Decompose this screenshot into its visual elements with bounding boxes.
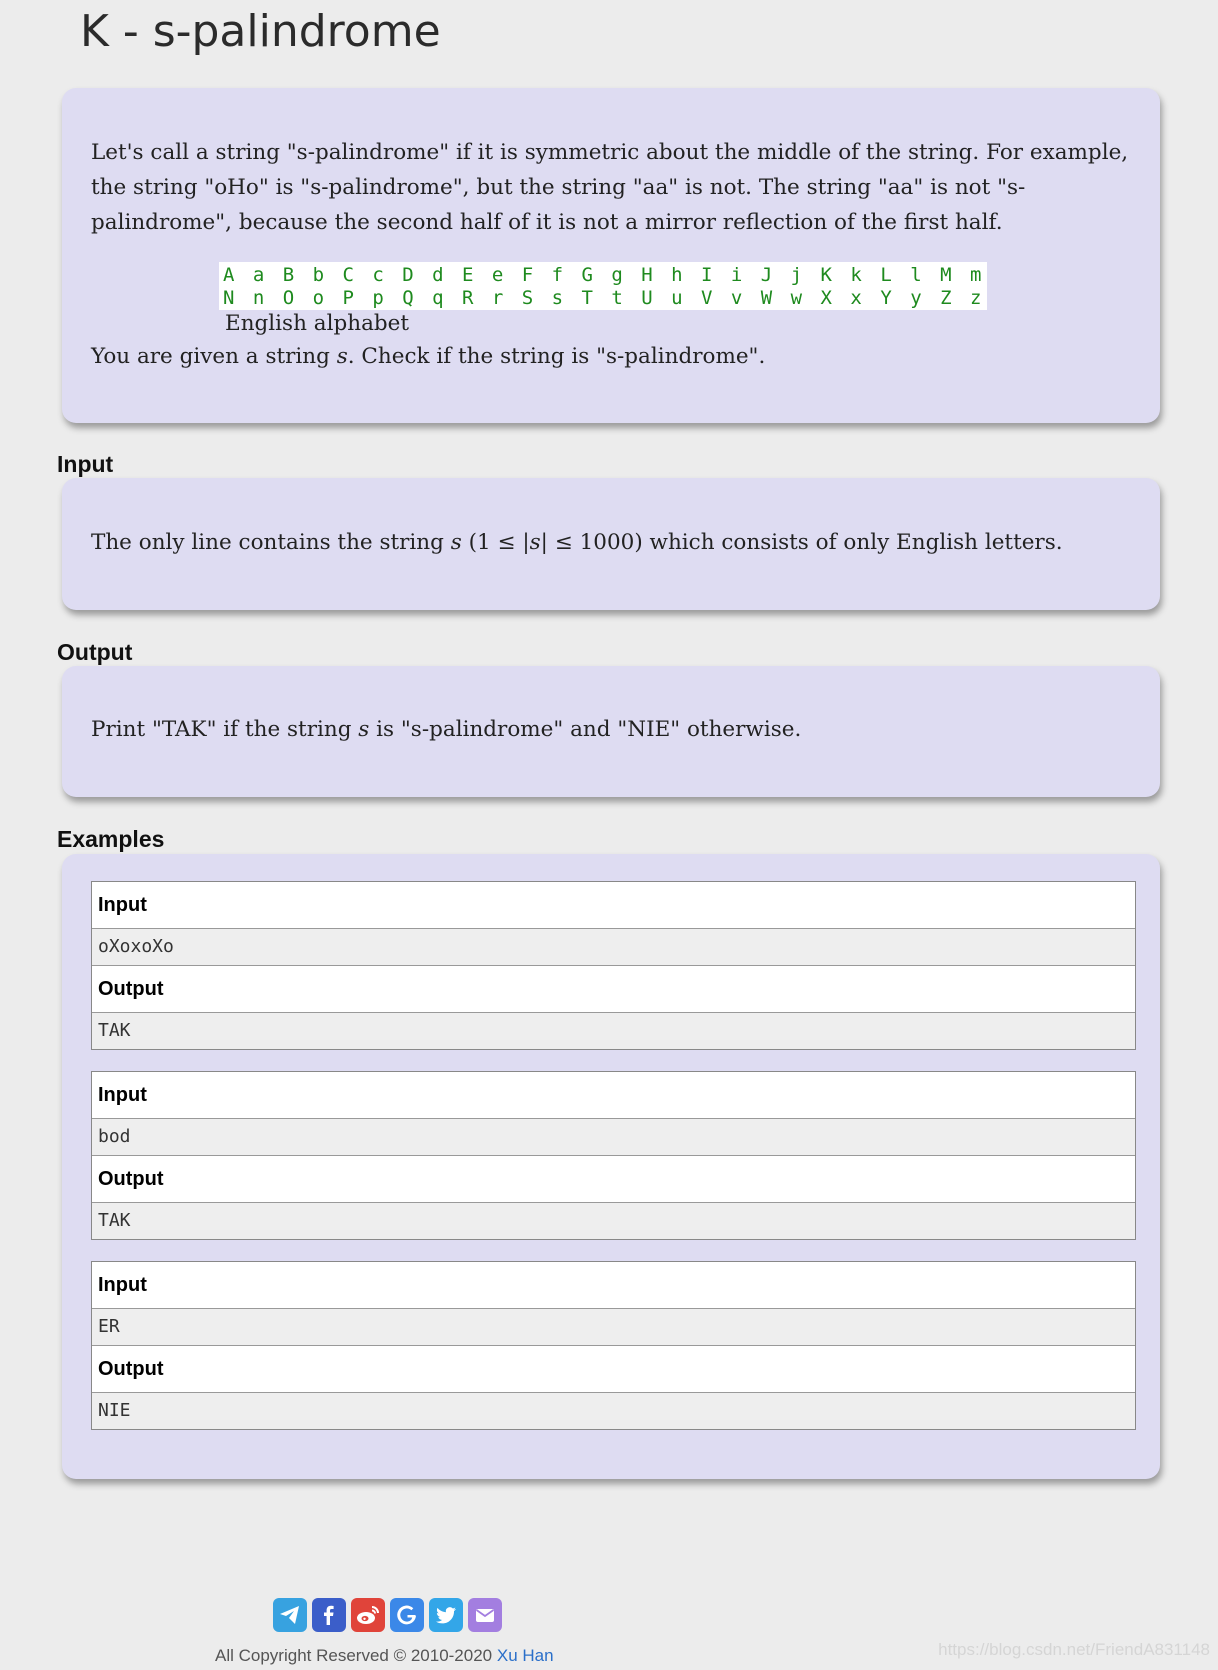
- input-description: [91, 525, 1132, 560]
- alphabet-image: [219, 262, 987, 310]
- alphabet-row-1: A a B b C c D d E e F f G g H h I i J j K k L l M m: [223, 264, 985, 286]
- google-icon[interactable]: [390, 1598, 424, 1632]
- example-output-value[interactable]: TAK: [92, 1203, 1135, 1239]
- page-title: K - s-palindrome: [80, 6, 441, 57]
- example-input-value[interactable]: oXoxoXo: [92, 929, 1135, 966]
- footer: [215, 1646, 554, 1666]
- example-output-label: Output: [92, 1156, 1135, 1203]
- example-output-label: Output: [92, 966, 1135, 1013]
- alphabet-figure: [219, 262, 1160, 338]
- example-output-value[interactable]: TAK: [92, 1013, 1135, 1049]
- input-text: The only line contains the string: [91, 530, 451, 555]
- twitter-icon[interactable]: [429, 1598, 463, 1632]
- share-bar: [273, 1598, 502, 1632]
- alphabet-caption: English alphabet: [225, 311, 410, 336]
- output-text: Print "TAK" if the string: [91, 717, 359, 742]
- task-text-end: . Check if the string is "s-palindrome".: [347, 344, 766, 369]
- input-text-end: | ≤ 1000) which consists of only English letters.: [540, 530, 1063, 555]
- output-text-end: is "s-palindrome" and "NIE" otherwise.: [369, 717, 802, 742]
- examples-heading: Examples: [57, 826, 165, 852]
- variable-s: s: [336, 344, 348, 369]
- example-table: [91, 1071, 1136, 1240]
- example-table: [91, 881, 1136, 1050]
- alphabet-row-2: N n O o P p Q q R r S s T t U u V v W w X x Y y Z z: [223, 287, 985, 309]
- telegram-icon[interactable]: [273, 1598, 307, 1632]
- example-input-label: Input: [92, 1262, 1135, 1309]
- author-link[interactable]: Xu Han: [496, 1646, 554, 1665]
- example-table: [91, 1261, 1136, 1430]
- variable-s: s: [529, 530, 541, 555]
- example-input-value[interactable]: bod: [92, 1119, 1135, 1156]
- description-card: [62, 88, 1160, 423]
- input-range-text: (1 ≤ |: [461, 530, 530, 555]
- copyright-text: All Copyright Reserved © 2010-2020: [215, 1646, 497, 1665]
- examples-card: [62, 854, 1160, 1479]
- example-output-label: Output: [92, 1346, 1135, 1393]
- task-text: You are given a string: [91, 344, 337, 369]
- email-icon[interactable]: [468, 1598, 502, 1632]
- example-input-label: Input: [92, 1072, 1135, 1119]
- output-description: [91, 712, 1132, 747]
- weibo-icon[interactable]: [351, 1598, 385, 1632]
- variable-s: s: [450, 530, 462, 555]
- example-output-value[interactable]: NIE: [92, 1393, 1135, 1429]
- output-heading: Output: [57, 639, 133, 665]
- example-input-label: Input: [92, 882, 1135, 929]
- task-statement: [91, 339, 1132, 374]
- watermark: https://blog.csdn.net/FriendA831148: [938, 1640, 1210, 1659]
- description-paragraph: Let's call a string "s-palindrome" if it is symmetric about the middle of the string. For example, the string "oHo" is "s-palindrome", but the string "aa" is not. The string "aa" is not "s-palindrome", because the second half of it is not a mirror reflection of the first half.: [91, 140, 1129, 235]
- example-input-value[interactable]: ER: [92, 1309, 1135, 1346]
- input-heading: Input: [57, 451, 114, 477]
- variable-s: s: [358, 717, 370, 742]
- input-card: [62, 478, 1160, 610]
- facebook-icon[interactable]: [312, 1598, 346, 1632]
- output-card: [62, 666, 1160, 797]
